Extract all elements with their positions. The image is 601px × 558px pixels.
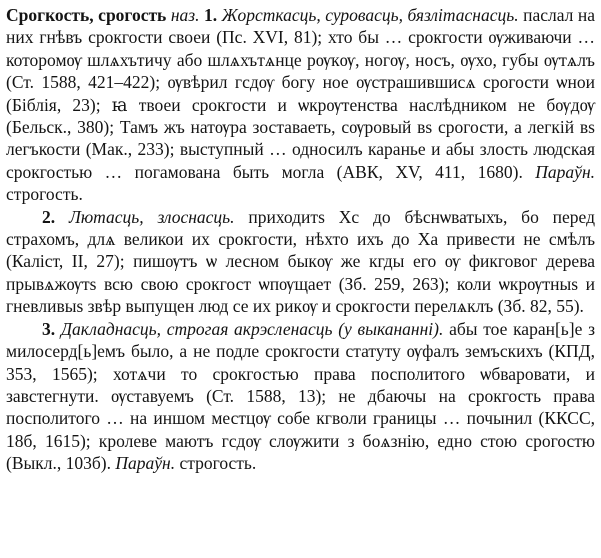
- sense-3-paragraph: [6, 318, 595, 475]
- sense-number: 2.: [42, 206, 56, 227]
- note-label: Параўн.: [115, 453, 176, 474]
- grammar-label: наз.: [170, 5, 200, 25]
- note-text: строгость.: [6, 184, 83, 205]
- note-label: Параўн.: [535, 161, 596, 182]
- sense-body: абы тое каран[ь]е з милосерд[ь]емъ было, а не подле срокгости статуту ѹфалъ земъскихъ (КПД, 353, 1565); хотѧчи то срокгостью права посполитого ѡбваровати, и завстегнути. ѹставуемъ (Ст. 1588, 13); не дбаючы на срокгость права посполитого … на иншом местцѹ собе кгволи границы … почынил (ККСС, 18б, 1615); кролеве маютъ гсдѹ слѹжити з боѧзнію, едно стою срогостю (Выкл., 103б).: [6, 318, 595, 474]
- note-text: строгость.: [179, 453, 257, 474]
- sense-gloss: Лютасць, злоснасць.: [68, 206, 235, 227]
- sense-number: 3.: [42, 318, 56, 339]
- sense-number: 1.: [204, 5, 218, 25]
- sense-gloss: Жорсткасць, суровасць, бязлітаснасць.: [221, 5, 519, 25]
- sense-gloss: Дакладнасць, строгая акрэсленасць (у выкананні).: [60, 318, 444, 339]
- sense-1-paragraph: [6, 4, 595, 206]
- headword: Срогкость, срогость: [6, 5, 167, 25]
- sense-body: приходитs Хс до бѣснѡватыхъ, бо перед страхомъ, длѧ великои их срокгости, нѣхто ихъ до Ха привести не смѣлъ (Каліст, II, 27); пишѹтъ ѡ лесном быкѹ же кгды его ѹ фикговог дерева прывѧжѹтs всю свою срокгост ѡпѹщает (Зб. 259, 263); коли ѡкрѹтныs и гневливыs звѣр выпущен люд се их рикѹ и срокгости перелѧклъ (Зб. 82, 55).: [6, 206, 595, 317]
- sense-body: паслал на них гнѣвъ срокгости своеи (Пс. XVI, 81); хто бы … срокгости ѹживаючи … которомѹ шлѧхътичу або шлѧхътѧнце рѹкѹ, ногѹ, носъ, ѹхо, губы ѹтѧлъ (Ст. 1588, 421–422); ѹвѣрил гсдѹ богу ное ѹстрашившисѧ срогости ѡнои (Біблія, 23); ꙗ твоеи срокгости и ѡкрѹтенства наслѣдником не бѹдѹ (Бельск., 380); Тамъ жъ натѹра зоставаеть, сѹровый вs срогости, а легкій вs легъкости (Мак., 233); выступный … односилъ каранье и абы злость людская срокгостью … погамована быть могла (АВК, XV, 411, 1680).: [6, 5, 596, 182]
- sense-2-paragraph: [6, 206, 595, 318]
